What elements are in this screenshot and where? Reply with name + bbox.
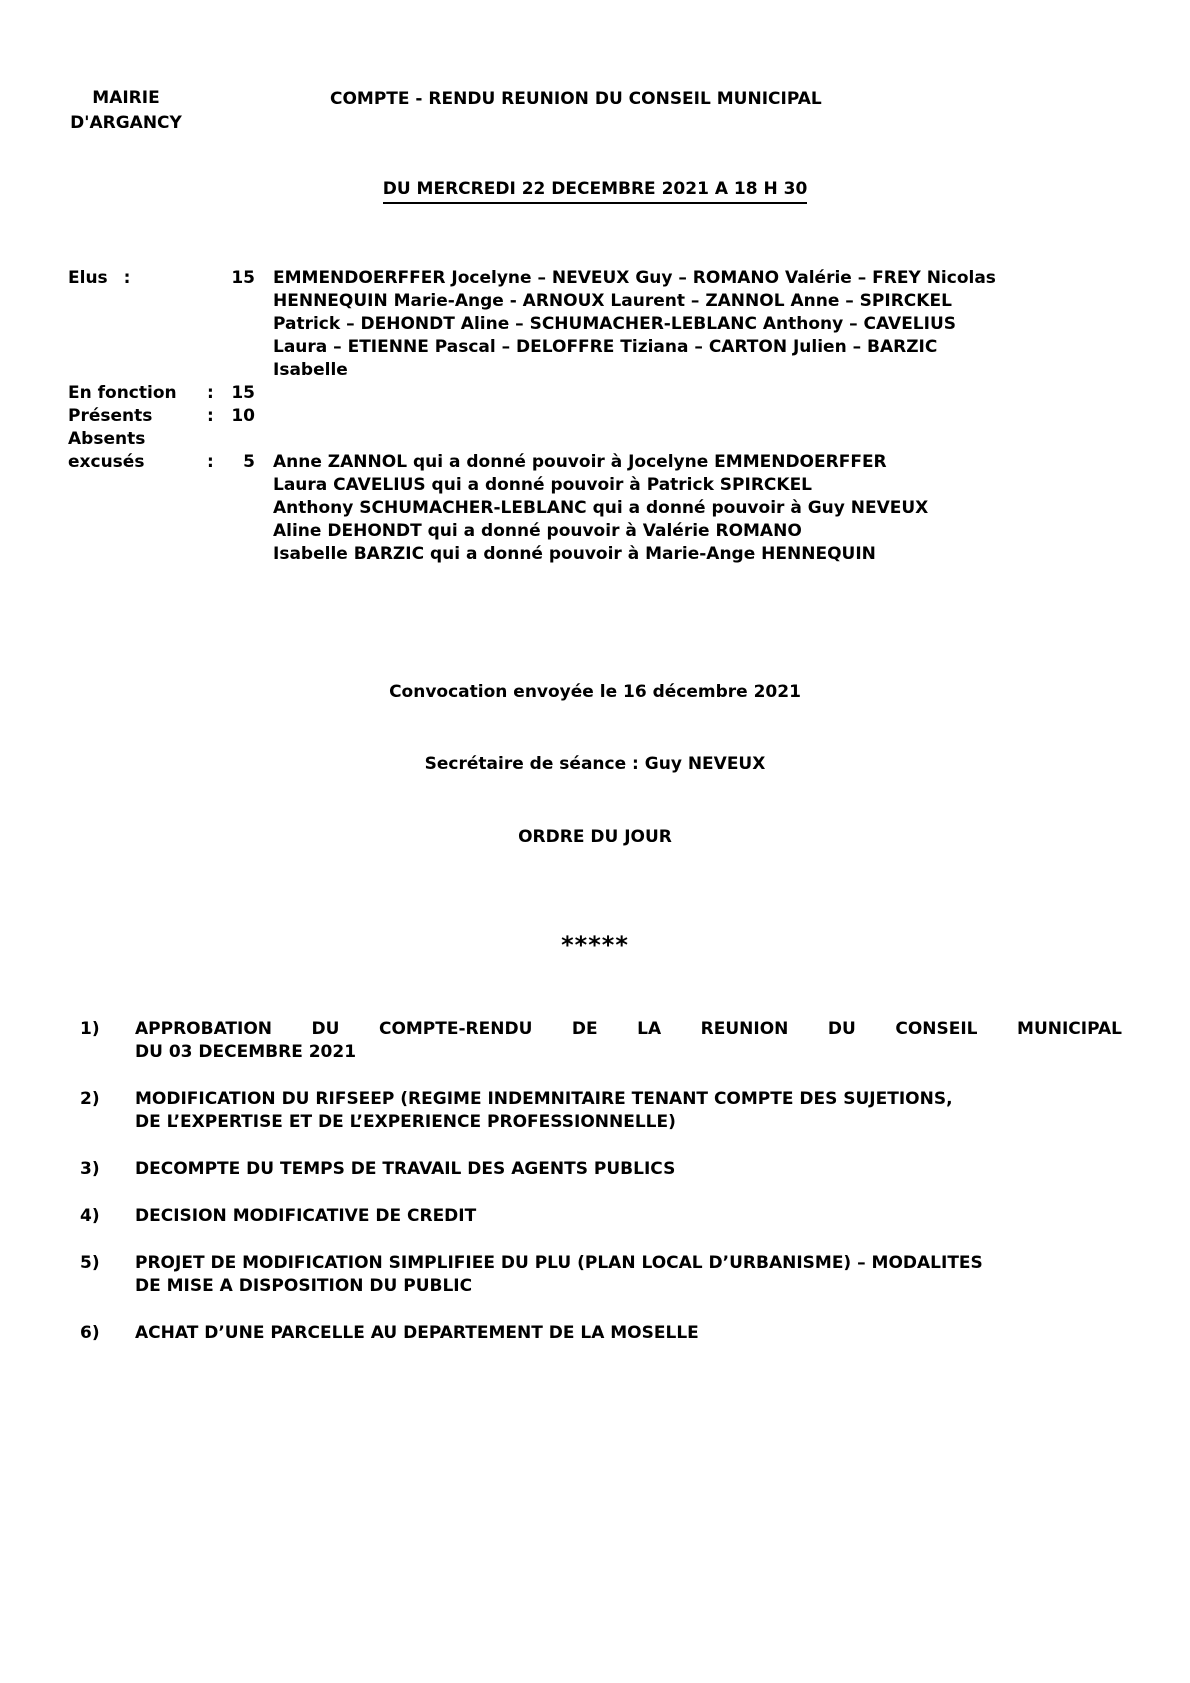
excuses-label: excusés — [68, 452, 145, 472]
agenda-item-line: ACHAT D’UNE PARCELLE AU DEPARTEMENT DE LA MOSELLE — [135, 1323, 699, 1343]
absents-label: Absents — [68, 429, 146, 449]
secretary-line: Secrétaire de séance : Guy NEVEUX — [424, 754, 766, 774]
org-name-line1: MAIRIE — [92, 88, 160, 108]
separator-stars: ***** — [561, 931, 629, 959]
elus-label — [68, 267, 207, 382]
agenda-item-line: PROJET DE MODIFICATION SIMPLIFIEE DU PLU (PLAN LOCAL D’URBANISME) – MODALITES — [135, 1253, 983, 1273]
excuses-count: 5 — [243, 452, 255, 472]
convocation-line: Convocation envoyée le 16 décembre 2021 — [389, 682, 801, 702]
elus-label-text: Elus — [68, 268, 108, 288]
pouvoir-line: Laura CAVELIUS qui a donné pouvoir à Patrick SPIRCKEL — [273, 475, 813, 495]
attendance-row-excuses — [68, 451, 1122, 566]
attendance-row-presents — [68, 405, 1122, 428]
attendance-row-en-fonction — [68, 382, 1122, 405]
agenda-item-text — [135, 1322, 1122, 1345]
excuses-count-cell — [207, 451, 273, 566]
agenda-item-number: 5) — [80, 1253, 100, 1273]
agenda-item-text — [135, 1158, 1122, 1181]
agenda-item-6 — [80, 1322, 1122, 1345]
en-fonction-label: En fonction — [68, 383, 177, 403]
agenda-item-line: DE MISE A DISPOSITION DU PUBLIC — [135, 1276, 473, 1296]
presents-colon: : — [207, 406, 214, 426]
presents-count: 10 — [231, 406, 255, 426]
agenda-item-line: APPROBATION DU COMPTE-RENDU DE LA REUNION DU CONSEIL MUNICIPAL — [135, 1019, 1122, 1039]
org-name — [60, 86, 192, 136]
pouvoir-line: Anthony SCHUMACHER-LEBLANC qui a donné pouvoir à Guy NEVEUX — [273, 498, 929, 518]
pouvoir-line: Isabelle BARZIC qui a donné pouvoir à Marie-Ange HENNEQUIN — [273, 544, 876, 564]
elus-count: 15 — [231, 268, 255, 288]
agenda-item-line: DU 03 DECEMBRE 2021 — [135, 1042, 357, 1062]
agenda-item-line: DECISION MODIFICATIVE DE CREDIT — [135, 1206, 477, 1226]
agenda-item-1 — [80, 1018, 1122, 1064]
elus-names — [273, 267, 1122, 382]
agenda-item-4 — [80, 1205, 1122, 1228]
agenda-item-line: MODIFICATION DU RIFSEEP (REGIME INDEMNITAIRE TENANT COMPTE DES SUJETIONS, — [135, 1089, 953, 1109]
agenda-item-number: 1) — [80, 1019, 100, 1039]
agenda-item-3 — [80, 1158, 1122, 1181]
en-fonction-colon: : — [207, 383, 214, 403]
agenda-item-5 — [80, 1252, 1122, 1298]
names-line: HENNEQUIN Marie-Ange - ARNOUX Laurent – ZANNOL Anne – SPIRCKEL — [273, 291, 952, 311]
names-line: Laura – ETIENNE Pascal – DELOFFRE Tiziana – CARTON Julien – BARZIC — [273, 337, 938, 357]
names-line: EMMENDOERFFER Jocelyne – NEVEUX Guy – ROMANO Valérie – FREY Nicolas — [273, 268, 996, 288]
presents-count-cell — [207, 405, 273, 428]
presents-label: Présents — [68, 406, 153, 426]
pouvoir-line: Anne ZANNOL qui a donné pouvoir à Jocelyne EMMENDOERFFER — [273, 452, 887, 472]
document-title: COMPTE - RENDU REUNION DU CONSEIL MUNICIPAL — [330, 89, 822, 109]
agenda-item-text — [135, 1205, 1122, 1228]
excuses-colon: : — [207, 452, 214, 472]
excuses-pouvoir-list — [273, 451, 1122, 566]
attendance-table — [68, 267, 1122, 566]
names-line: Isabelle — [273, 360, 348, 380]
agenda-list — [80, 1018, 1122, 1369]
agenda-item-2 — [80, 1088, 1122, 1134]
attendance-row-elus — [68, 267, 1122, 382]
agenda-item-text — [135, 1252, 1122, 1298]
agenda-item-line: DE L’EXPERTISE ET DE L’EXPERIENCE PROFESSIONNELLE) — [135, 1112, 676, 1132]
agenda-item-number: 4) — [80, 1206, 100, 1226]
elus-colon: : — [123, 268, 131, 288]
agenda-heading: ORDRE DU JOUR — [518, 827, 672, 847]
pouvoir-line: Aline DEHONDT qui a donné pouvoir à Valérie ROMANO — [273, 521, 802, 541]
en-fonction-count-cell — [207, 382, 273, 405]
agenda-item-text — [135, 1018, 1122, 1064]
names-line: Patrick – DEHONDT Aline – SCHUMACHER-LEBLANC Anthony – CAVELIUS — [273, 314, 957, 334]
agenda-item-number: 2) — [80, 1089, 100, 1109]
agenda-item-number: 3) — [80, 1159, 100, 1179]
org-name-line2: D'ARGANCY — [70, 113, 182, 133]
agenda-item-line: DECOMPTE DU TEMPS DE TRAVAIL DES AGENTS PUBLICS — [135, 1159, 676, 1179]
meeting-date: DU MERCREDI 22 DECEMBRE 2021 A 18 H 30 — [383, 178, 808, 204]
en-fonction-count: 15 — [231, 383, 255, 403]
attendance-row-absents — [68, 428, 1122, 451]
elus-count-cell — [207, 267, 273, 382]
agenda-item-number: 6) — [80, 1323, 100, 1343]
agenda-item-text — [135, 1088, 1122, 1134]
meeting-date-line — [0, 178, 1190, 204]
